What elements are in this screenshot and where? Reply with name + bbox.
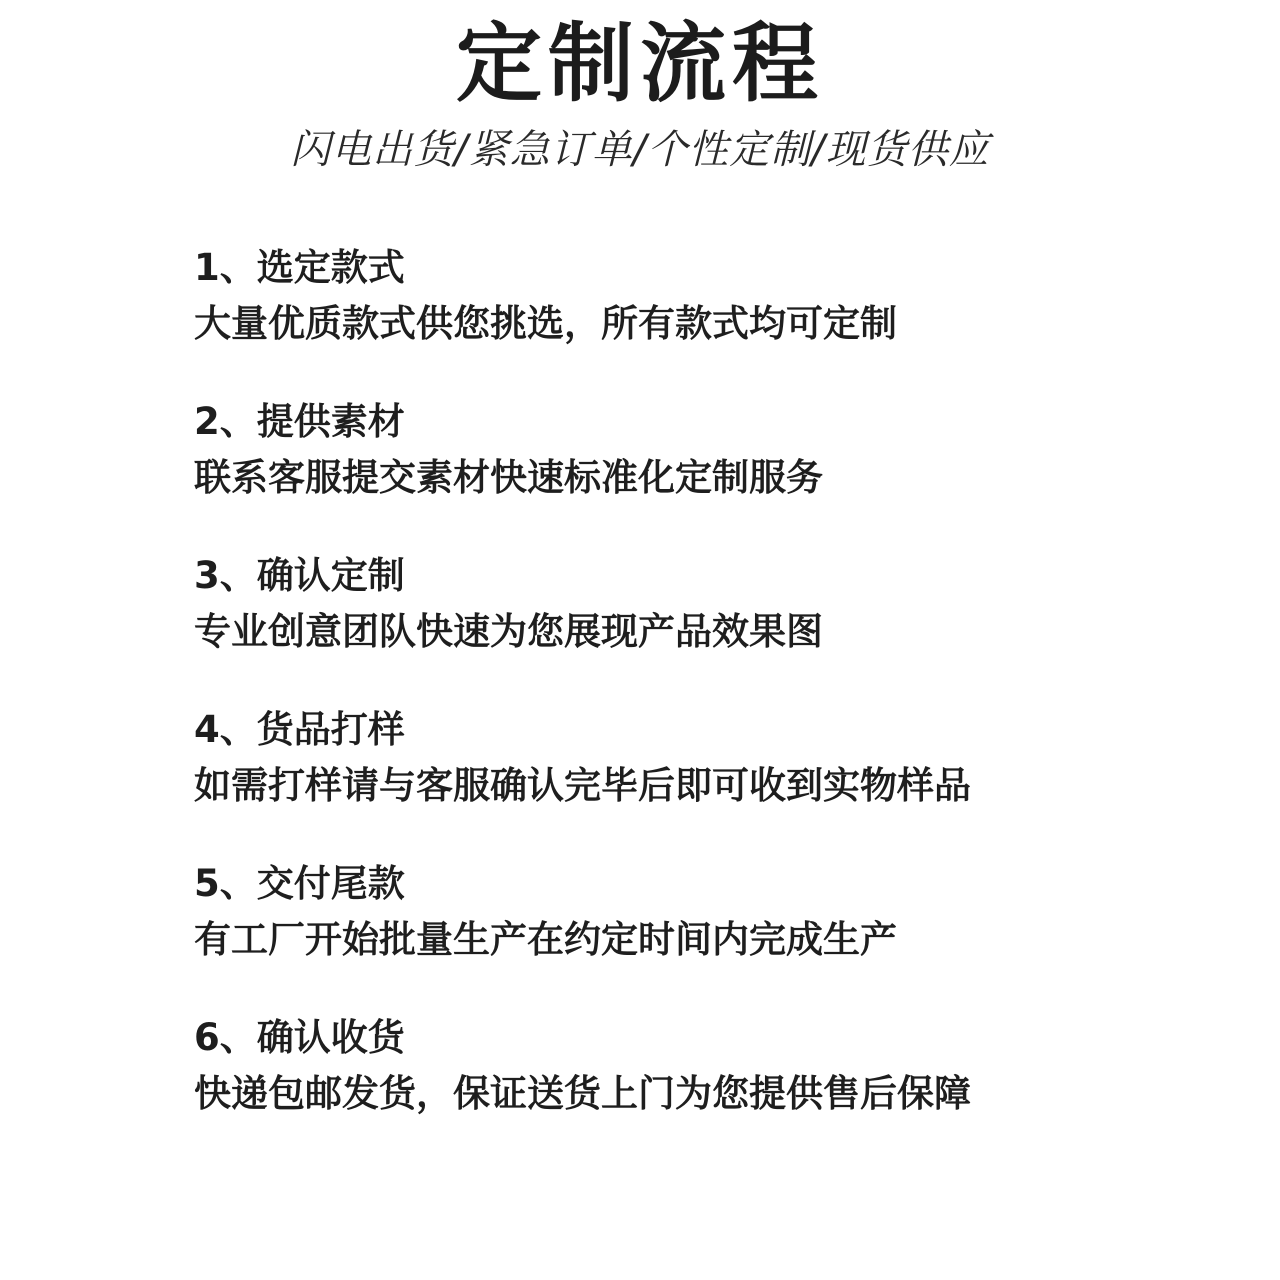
page-subtitle: 闪电出货/紧急订单/个性定制/现货供应 bbox=[290, 127, 990, 173]
step-heading: 5、交付尾款 bbox=[194, 862, 405, 905]
step-description: 快递包邮发货，保证送货上门为您提供售后保障 bbox=[194, 1072, 971, 1115]
step-description: 有工厂开始批量生产在约定时间内完成生产 bbox=[194, 918, 897, 961]
process-step-3 bbox=[194, 550, 1254, 704]
step-heading: 3、确认定制 bbox=[194, 554, 405, 597]
step-description: 如需打样请与客服确认完毕后即可收到实物样品 bbox=[194, 764, 971, 807]
process-step-5 bbox=[194, 858, 1254, 1012]
step-description: 大量优质款式供您挑选，所有款式均可定制 bbox=[194, 302, 897, 345]
step-heading: 6、确认收货 bbox=[194, 1016, 405, 1059]
step-heading: 2、提供素材 bbox=[194, 400, 405, 443]
step-description: 联系客服提交素材快速标准化定制服务 bbox=[194, 456, 823, 499]
step-description: 专业创意团队快速为您展现产品效果图 bbox=[194, 610, 823, 653]
process-step-2 bbox=[194, 396, 1254, 550]
process-steps-list bbox=[194, 242, 1254, 1166]
process-step-6 bbox=[194, 1012, 1254, 1166]
step-heading: 4、货品打样 bbox=[194, 708, 405, 751]
process-step-1 bbox=[194, 242, 1254, 396]
step-heading: 1、选定款式 bbox=[194, 246, 405, 289]
page-title: 定制流程 bbox=[456, 14, 824, 114]
process-step-4 bbox=[194, 704, 1254, 858]
